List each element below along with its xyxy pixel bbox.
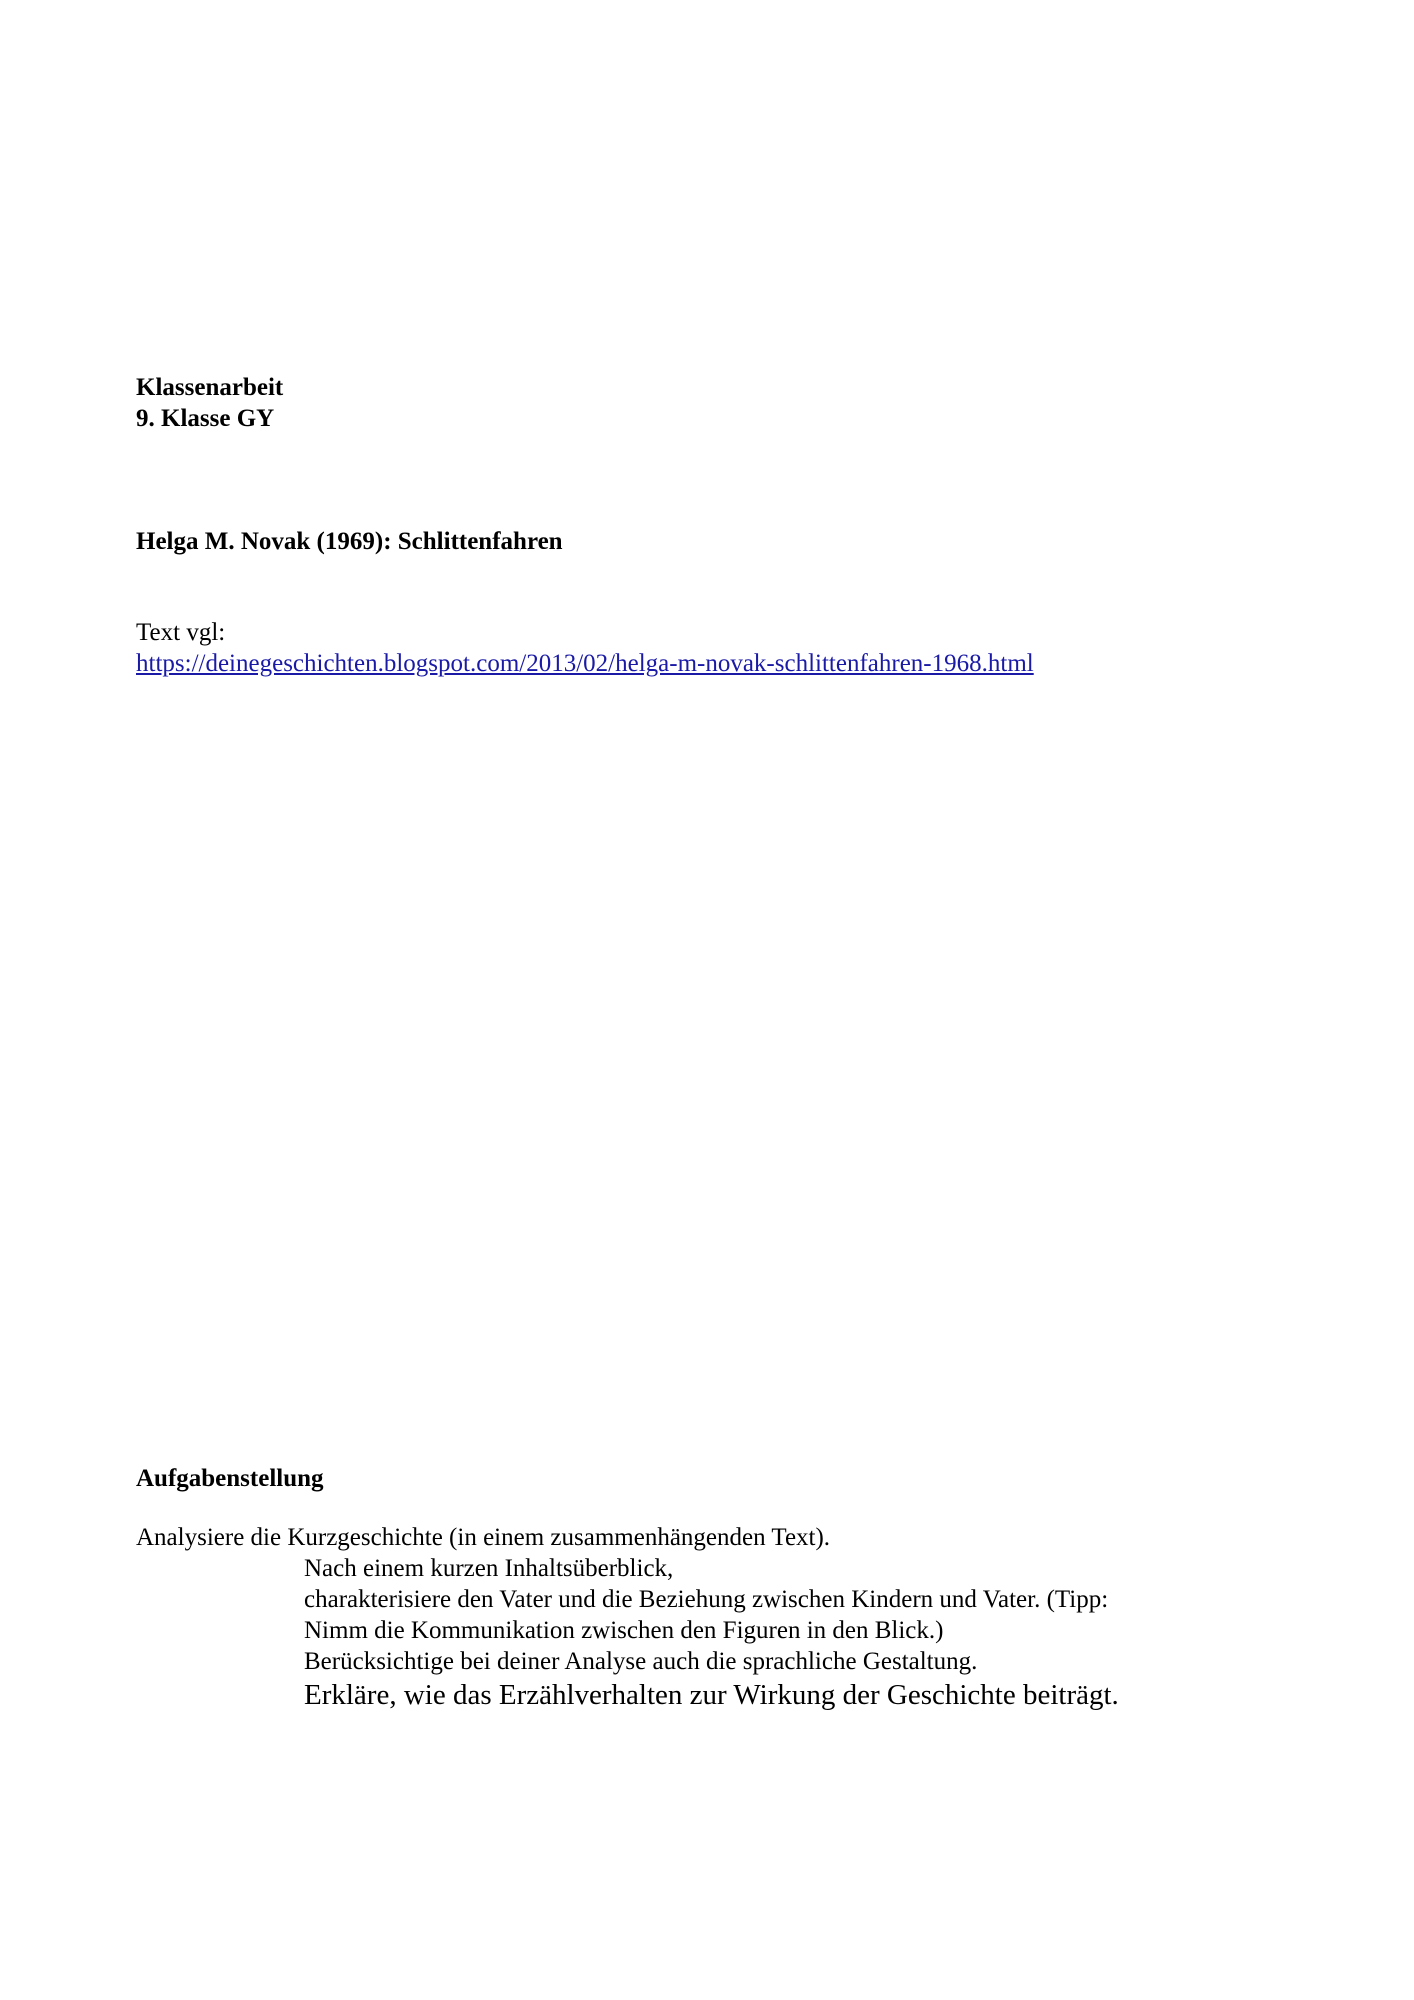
task-list bbox=[304, 1553, 1119, 1714]
task-item: Erkläre, wie das Erzählverhalten zur Wirkung der Geschichte beiträgt. bbox=[304, 1679, 1119, 1711]
class-level: 9. Klasse GY bbox=[136, 405, 275, 432]
task-item: charakterisiere den Vater und die Beziehung zwischen Kindern und Vater. (Tipp: bbox=[304, 1586, 1109, 1613]
story-title: Helga M. Novak (1969): Schlittenfahren bbox=[136, 528, 563, 555]
task-item: Nach einem kurzen Inhaltsüberblick, bbox=[304, 1555, 674, 1582]
exam-header bbox=[136, 372, 283, 434]
task-item: Berücksichtige bei deiner Analyse auch die sprachliche Gestaltung. bbox=[304, 1648, 978, 1675]
task-intro: Analysiere die Kurzgeschichte (in einem zusammenhängenden Text). bbox=[136, 1524, 831, 1551]
source-reference bbox=[136, 617, 1034, 679]
exam-type: Klassenarbeit bbox=[136, 374, 284, 401]
source-link[interactable]: https://deinegeschichten.blogspot.com/2013/02/helga-m-novak-schlittenfahren-1968.html bbox=[136, 650, 1034, 677]
source-label: Text vgl: bbox=[136, 619, 226, 646]
task-item: Nimm die Kommunikation zwischen den Figuren in den Blick.) bbox=[304, 1617, 944, 1644]
task-heading: Aufgabenstellung bbox=[136, 1465, 324, 1492]
